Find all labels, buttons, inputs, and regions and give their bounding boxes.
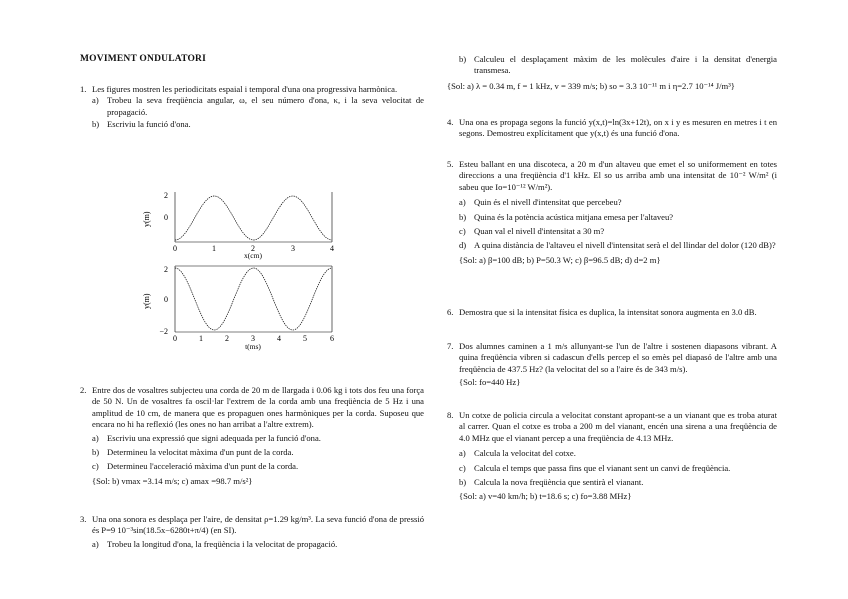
problem-text: Entre dos de vosaltres subjecteu una corda de 20 m de llargada i 0.06 kg i tots dos feu una força de 50 N. Un de vosaltres fa oscil·lar l'extrem de la corda amb una freqüència de 5 Hz i una amplitud de 10 cm, de manera que es propaguen ones harmòniques per la corda. Suposeu que encara no hi ha reflexió (les ones no han arribat a l'altre extrem). (92, 385, 424, 430)
x-axis-label: x(cm) (244, 251, 262, 260)
problem-number: 2. (80, 385, 87, 395)
problem-text: Una ona es propaga segons la funció y(x,t)=ln(3x+12t), on x i y es mesuren en metres i t en segons. Demostreu explícitament que y(x,t) és una funció d'ona. (459, 117, 777, 139)
problem-item: a) Trobeu la seva freqüència angular, ω, el seu número d'ona, κ, i la seva velocitat de propagació. (92, 95, 424, 117)
solution: {Sol: a) β=100 dB; b) P=50.3 W; c) β=96.5 dB; d) d=2 m} (459, 254, 661, 265)
problem-text: Les figures mostren les periodicitats espaial i temporal d'una ona progressiva harmònica. (92, 84, 398, 94)
x-tick: 1 (199, 334, 203, 343)
x-tick: 0 (173, 244, 177, 253)
temporal-plot (142, 265, 334, 351)
problem-2 (80, 385, 424, 487)
problem-item: b) Calcula la nova freqüència que sentirà el vianant. (459, 477, 644, 488)
wave-figure (135, 192, 340, 357)
solution: {Sol: a) v=40 km/h; b) t=18.6 s; c) fo=3.88 MHz} (459, 491, 632, 502)
solution: {Sol: a) λ = 0.34 m, f = 1 kHz, v = 339 m/s; b) so = 3.3 10⁻¹¹ m i η=2.7 10⁻¹⁴ J/m³} (447, 80, 735, 91)
problem-text: Una ona sonora es desplaça per l'aire, de densitat ρ=1.29 kg/m³. La seva funció d'ona de pressió és P=9 10⁻³sin(18.5x−6280t+π/4) (en SI). (92, 514, 424, 536)
wave-plots (135, 192, 340, 352)
problem-number: 7. (447, 341, 454, 351)
problem-3-continued (447, 54, 777, 92)
x-axis-label: t(ms) (245, 342, 261, 351)
problem-item: a) Calcula la velocitat del cotxe. (459, 448, 576, 459)
problem-item: a) Escriviu una expressió que signi adequada per la funció d'ona. (92, 432, 321, 443)
problem-3 (80, 514, 424, 550)
problem-number: 3. (80, 514, 87, 524)
x-tick: 2 (251, 244, 255, 253)
problem-item: b) Escriviu la funció d'ona. (92, 119, 191, 130)
problem-item: c) Determineu l'acceleració màxima d'un punt de la corda. (92, 461, 299, 472)
problem-item: b) Calculeu el desplaçament màxim de les molècules d'aire i la densitat d'energia transmesa. (459, 54, 777, 76)
problem-number: 4. (447, 117, 454, 127)
x-tick: 4 (330, 244, 334, 253)
problem-number: 1. (80, 84, 87, 94)
y-tick-mid: 0 (164, 295, 168, 304)
y-axis-label: y(m) (142, 211, 151, 227)
y-tick-top: 2 (164, 192, 168, 200)
problem-number: 6. (447, 307, 454, 317)
y-tick-top: 2 (164, 265, 168, 274)
problem-5 (447, 159, 777, 266)
x-tick: 4 (277, 334, 281, 343)
x-tick: 3 (251, 334, 255, 343)
problem-item: a) Quin és el nivell d'intensitat que percebeu? (459, 197, 622, 208)
problem-7 (447, 341, 777, 389)
x-tick: 1 (212, 244, 216, 253)
y-tick-bottom: −2 (159, 327, 168, 336)
problem-text: Un cotxe de policia circula a velocitat constant apropant-se a un vianant que es troba aturat al carrer. Quan el cotxe es troba a 200 m del vianant, encén una sirena a una freqüència de 4.0 MHz que el vianant percep a una freqüència de 4.13 MHz. (459, 410, 777, 443)
problem-item: c) Calcula el temps que passa fins que el vianant sent un canvi de freqüència. (459, 462, 731, 473)
problem-item: b) Quina és la potència acústica mitjana emesa per l'altaveu? (459, 211, 674, 222)
problem-8 (447, 410, 777, 503)
problem-6 (447, 307, 777, 318)
problem-number: 5. (447, 159, 454, 169)
x-tick: 5 (303, 334, 307, 343)
problem-1 (80, 84, 424, 131)
x-tick: 2 (225, 334, 229, 343)
problem-item: c) Quan val el nivell d'intensitat a 30 m? (459, 226, 605, 237)
problem-text: Demostra que si la intensitat física es duplica, la intensitat sonora augmenta en 3.0 dB. (459, 307, 757, 317)
x-tick: 0 (173, 334, 177, 343)
problem-4 (447, 117, 777, 140)
problem-text: Dos alumnes caminen a 1 m/s allunyant-se l'un de l'altre i sostenen diapasons vibrant. A quina freqüència vibren si cadascun d'ells percep el so emès pel diapasó de l'altre amb una freqüència de 437.5 Hz? (la velocitat del so a l'aire és de 343 m/s). (459, 341, 777, 374)
problem-item: b) Determineu la velocitat màxima d'un punt de la corda. (92, 447, 294, 458)
spatial-wave-curve (175, 196, 332, 240)
solution: {Sol: b) vmax =3.14 m/s; c) amax =98.7 m/s²} (92, 475, 253, 486)
problem-number: 8. (447, 410, 454, 420)
page-title: MOVIMENT ONDULATORI (80, 54, 206, 64)
x-tick: 3 (291, 244, 295, 253)
solution: {Sol: fo=440 Hz} (459, 377, 521, 388)
temporal-wave-curve (175, 268, 332, 330)
problem-text: Esteu ballant en una discoteca, a 20 m d'un altaveu que emet el so uniformement en totes direccions a una freqüència d'1 kHz. El so us arriba amb una intensitat de 10⁻² W/m² (i sabeu que Io=10⁻¹² W/m²). (459, 159, 777, 192)
problem-item: d) A quina distància de l'altaveu el nivell d'intensitat serà el del llindar del dolor (120 dB)? (459, 240, 776, 251)
problem-item: a) Trobeu la longitud d'ona, la freqüència i la velocitat de propagació. (92, 538, 338, 549)
y-tick-mid: 0 (164, 213, 168, 222)
spatial-plot (142, 192, 334, 260)
x-tick: 6 (330, 334, 334, 343)
y-axis-label: y(m) (142, 293, 151, 309)
